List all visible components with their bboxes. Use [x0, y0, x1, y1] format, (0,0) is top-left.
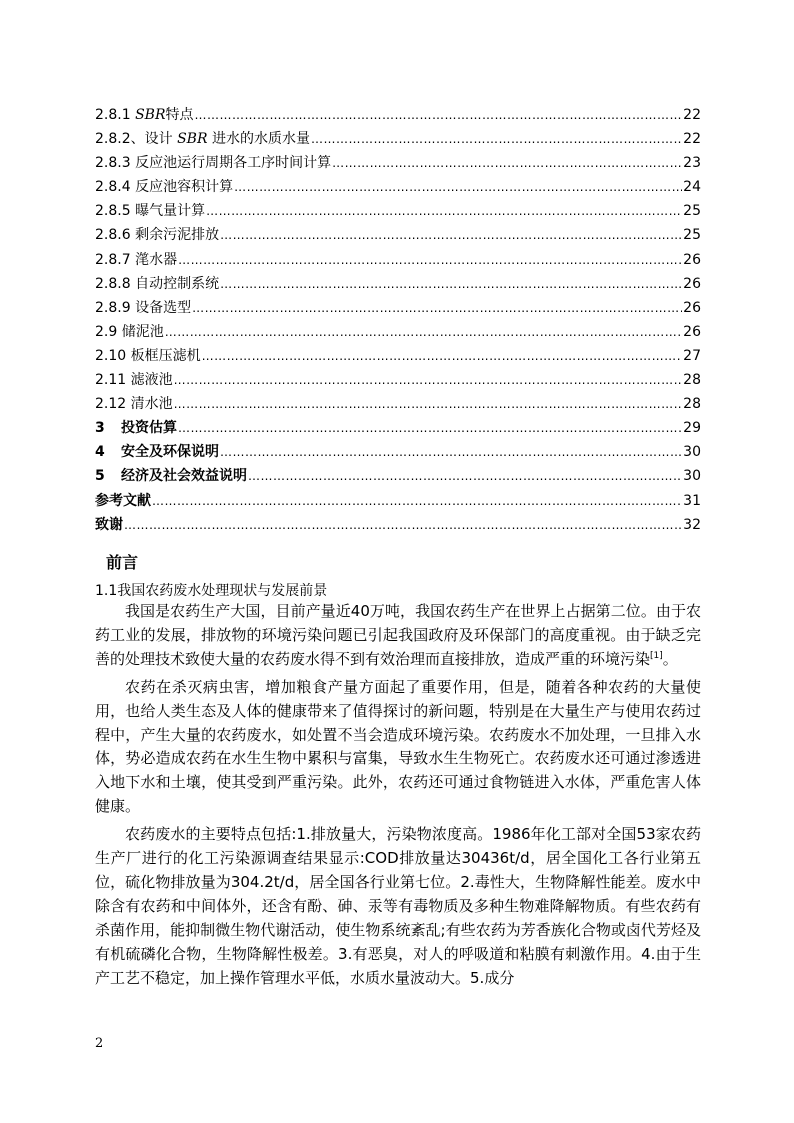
toc-chapter-entry[interactable]: [95, 490, 701, 514]
section-title: 前言: [106, 553, 139, 572]
toc-entry[interactable]: [95, 176, 701, 200]
toc-entry-abbrev: SBR: [135, 107, 166, 123]
toc-entry[interactable]: [95, 345, 701, 369]
toc-entry-page: 26: [683, 299, 701, 316]
toc-leader-dots: [165, 325, 682, 339]
toc-leader-dots: [220, 228, 682, 242]
toc-entry[interactable]: [95, 224, 701, 248]
toc-entry-title: 剩余污泥排放: [135, 227, 220, 244]
toc-entry-number: 2.8.7: [95, 251, 136, 268]
toc-chapter-entry[interactable]: [95, 465, 701, 489]
toc-entry-page: 22: [683, 107, 701, 123]
toc-entry-number: 2.12: [95, 396, 131, 413]
toc-entry-number: 2.8.8: [95, 275, 136, 292]
toc-entry-page: 28: [683, 396, 701, 413]
toc-entry-number: 2.8.5: [95, 203, 136, 220]
toc-entry-number: 2.8.2、设计: [95, 131, 178, 148]
body-text: [95, 600, 701, 991]
toc-entry[interactable]: [95, 273, 701, 297]
toc-entry-title: 清水池: [130, 396, 173, 413]
toc-entry-page: 28: [683, 372, 701, 389]
toc-entry-page: 22: [683, 131, 701, 148]
toc-entry[interactable]: [95, 128, 701, 152]
toc-chapter-number: 3: [95, 420, 105, 437]
toc-leader-dots: [332, 156, 682, 170]
toc-entry-number: 2.8.3: [95, 155, 136, 172]
toc-entry-page: 30: [683, 468, 701, 485]
toc-leader-dots: [202, 349, 683, 363]
toc-entry[interactable]: [95, 200, 701, 224]
toc-chapter-number: 4: [95, 444, 105, 461]
paragraph: 我国是农药生产大国，目前产量近40万吨，我国农药生产在世界上占据第二位。由于农药工业的发展，排放物的环境污染问题已引起我国政府及环保部门的高度重视。由于缺乏完善的处理技术致使大量的农药废水得不到有效治理而直接排放，造成严重的环境污染[1]。: [95, 602, 701, 668]
toc-entry-page: 26: [683, 275, 701, 292]
toc-leader-dots: [174, 397, 683, 411]
toc-entry-number: 2.8.4: [95, 179, 136, 196]
toc-chapter-entry[interactable]: [95, 417, 701, 441]
toc-entry-number: 2.8.1: [95, 107, 136, 123]
toc-entry-page: 29: [683, 420, 701, 437]
toc-entry-title: 设备选型: [135, 299, 192, 316]
toc-entry-page: 32: [683, 516, 701, 533]
toc-entry[interactable]: [95, 104, 701, 128]
toc-entry-page: 30: [683, 444, 701, 461]
toc-entry-number: 2.9: [95, 323, 122, 340]
toc-entry-title: 板框压滤机: [130, 347, 201, 364]
toc-entry-title: 滗水器: [135, 251, 178, 268]
toc-entry-page: 26: [683, 251, 701, 268]
toc-entry[interactable]: [95, 393, 701, 417]
toc-leader-dots: [124, 518, 682, 532]
toc-chapter-title: 投资估算: [121, 420, 177, 437]
table-of-contents: [95, 104, 701, 538]
toc-leader-dots: [152, 494, 682, 508]
toc-chapter-title: 参考文献: [95, 492, 151, 509]
paragraph: 农药在杀灭病虫害，增加粮食产量方面起了重要作用，但是，随着各种农药的大量使用，也给人类生态及人体的健康带来了值得探讨的新问题，特别是在大量生产与使用农药过程中，产生大量的农药废水，如处置不当会造成环境污染。农药废水不加处理，一旦排入水体，势必造成农药在水生生物中累积与富集，导致水生生物死亡。农药废水还可通过渗透进入地下水和土壤，使其受到严重污染。此外，农药还可通过食物链进入水体，严重危害人体健康。: [95, 677, 701, 816]
toc-entry-title: 反应池运行周期各工序时间计算: [135, 155, 332, 172]
toc-leader-dots: [220, 445, 682, 459]
toc-leader-dots: [248, 469, 682, 483]
toc-entry-number: 2.10: [95, 347, 131, 364]
toc-entry[interactable]: [95, 152, 701, 176]
toc-entry-number: 2.8.6: [95, 227, 136, 244]
paragraph: 农药废水的主要特点包括:1.排放量大，污染物浓度高。1986年化工部对全国53家农药生产厂进行的化工污染源调查结果显示:COD排放量达30436t/d，居全国化工各行业第五位，硫化物排放量为304.2t/d，居全国各行业第七位。2.毒性大，生物降解性能差。废水中除含有农药和中间体外，还含有酚、砷、汞等有毒物质及多种生物难降解物质。有些农药有杀菌作用，能抑制微生物代谢活动，使生物系统紊乱;有些农药为芳香族化合物或卤代芳烃及有机硫磷化合物，生物降解性极差。3.有恶臭，对人的呼吸道和粘膜有刺激作用。4.由于生产工艺不稳定，加上操作管理水平低，水质水量波动大。5.成分: [95, 825, 701, 987]
page-number: 2: [95, 1036, 104, 1051]
citation-ref[interactable]: [1]: [650, 650, 663, 661]
toc-entry-title: 自动控制系统: [135, 275, 220, 292]
toc-chapter-title: 经济及社会效益说明: [121, 468, 247, 485]
subsection-title: 1.1我国农药废水处理现状与发展前景: [95, 583, 328, 599]
toc-entry[interactable]: [95, 297, 701, 321]
toc-chapter-entry[interactable]: [95, 514, 701, 538]
toc-chapter-number: 5: [95, 468, 105, 485]
toc-chapter-title: 安全及环保说明: [121, 444, 219, 461]
toc-entry[interactable]: [95, 369, 701, 393]
toc-entry-number: 2.8.9: [95, 299, 136, 316]
toc-leader-dots: [178, 253, 682, 267]
toc-entry-page: 25: [683, 203, 701, 220]
toc-leader-dots: [192, 301, 682, 315]
toc-leader-dots: [311, 132, 682, 146]
toc-leader-dots: [195, 108, 683, 122]
toc-entry[interactable]: [95, 249, 701, 273]
toc-entry-title: 滤液池: [130, 372, 173, 389]
toc-entry[interactable]: [95, 321, 701, 345]
toc-chapter-entry[interactable]: [95, 441, 701, 465]
toc-entry-page: 24: [683, 179, 701, 196]
toc-entry-title: 储泥池: [121, 323, 164, 340]
toc-entry-title: 反应池容积计算: [135, 179, 234, 196]
toc-entry-page: 27: [683, 347, 701, 364]
toc-entry-title: 进水的水质水量: [207, 131, 310, 148]
toc-leader-dots: [220, 277, 682, 291]
toc-entry-page: 31: [683, 492, 701, 509]
toc-entry-page: 25: [683, 227, 701, 244]
toc-leader-dots: [174, 373, 683, 387]
toc-entry-page: 23: [683, 155, 701, 172]
toc-chapter-title: 致谢: [95, 516, 123, 533]
toc-leader-dots: [234, 180, 682, 194]
toc-entry-number: 2.11: [95, 372, 131, 389]
toc-entry-title: 特点: [165, 107, 194, 123]
toc-leader-dots: [178, 421, 682, 435]
toc-leader-dots: [206, 204, 682, 218]
toc-entry-title: 曝气量计算: [135, 203, 206, 220]
toc-entry-page: 26: [683, 323, 701, 340]
toc-entry-abbrev: SBR: [177, 131, 208, 148]
